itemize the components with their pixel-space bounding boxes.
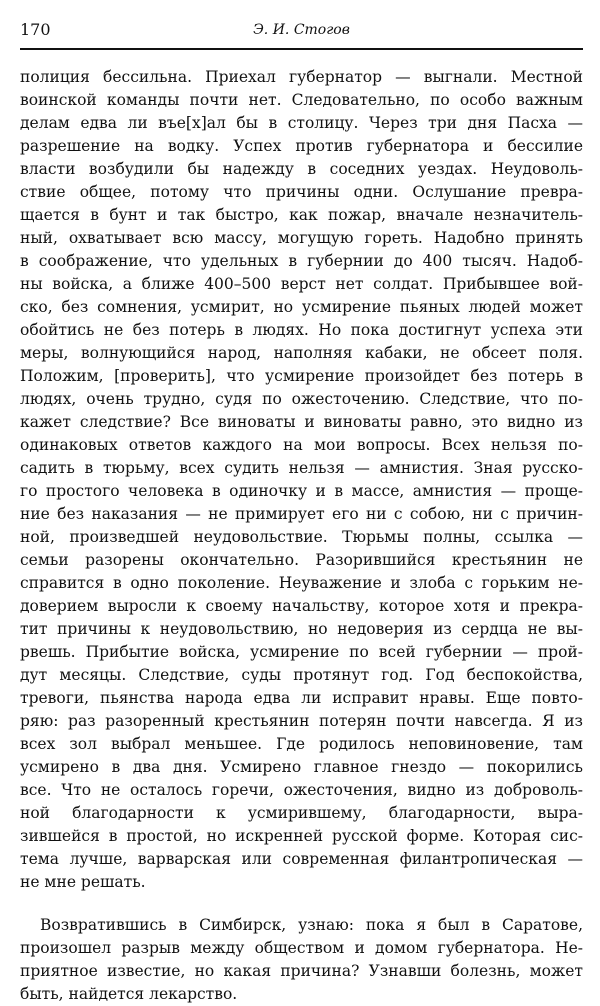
text-line: Положим, [проверить], что усмирение произойдет без потерь в — [20, 367, 583, 385]
text-line: одинаковых ответов каждого на мои вопросы. Всех нельзя по- — [20, 436, 583, 454]
text-line: в соображение, что удельных в губернии до 400 тысяч. Надоб- — [20, 252, 583, 270]
text-line: усмирено в два дня. Усмирено главное гнездо — покорились — [20, 758, 583, 776]
text-line: ный, охватывает всю массу, могущую гореть. Надобно принять — [20, 229, 583, 247]
text-line: власти возбудили бы надежду в соседних уездах. Неудоволь- — [20, 160, 583, 178]
text-line: ной благодарности к усмирившему, благодарности, выра- — [20, 804, 583, 822]
text-line: садить в тюрьму, всех судить нельзя — амнистия. Зная русско- — [20, 459, 583, 477]
text-line: людях, очень трудно, судя по ожесточению. Следствие, что по- — [20, 390, 583, 408]
text-line: дут месяцы. Следствие, суды протянут год. Год беспокойства, — [20, 666, 583, 684]
text-line: кажет следствие? Все виноваты и виноваты равно, это видно из — [20, 413, 583, 431]
text-line: приятное известие, но какая причина? Узнавши болезнь, может — [20, 962, 583, 980]
text-line: тит причины к неудовольствию, но недоверия из сердца не вы- — [20, 620, 583, 638]
text-line: полиция бессильна. Приехал губернатор — выгнали. Местной — [20, 68, 583, 86]
text-line: воинской команды почти нет. Следовательно, по особо важным — [20, 91, 583, 109]
text-line: ряю: раз разоренный крестьянин потерян почти навсегда. Я из — [20, 712, 583, 730]
text-line: справится в одно поколение. Неуважение и злоба с горьким не- — [20, 574, 583, 592]
text-line: не мне решать. — [20, 873, 146, 891]
text-line: все. Что не осталось горечи, ожесточения, видно из доброволь- — [20, 781, 583, 799]
text-line: го простого человека в одиночку и в массе, амнистия — проще- — [20, 482, 583, 500]
text-line: произошел разрыв между обществом и домом губернатора. Не- — [20, 939, 583, 957]
text-line: всех зол выбрал меньшее. Где родилось неповиновение, там — [20, 735, 583, 753]
text-line: щается в бунт и так быстро, как пожар, вначале незначитель- — [20, 206, 583, 224]
paragraph-gap — [20, 894, 583, 914]
text-line: быть, найдется лекарство. — [20, 985, 238, 1003]
body-text — [20, 66, 583, 1006]
page-header — [20, 18, 583, 50]
text-line: ние без наказания — не примирует его ни с собою, ни с причин- — [20, 505, 583, 523]
text-line: доверием выросли к своему начальству, которое хотя и прекра- — [20, 597, 583, 615]
running-head: Э. И. Стогов — [253, 22, 350, 38]
text-line: обойтись не без потерь в людях. Но пока достигнут успеха эти — [20, 321, 583, 339]
text-line: зившейся в простой, но искренней русской форме. Которая сис- — [20, 827, 583, 845]
text-line: рвешь. Прибытие войска, усмирение по всей губернии — прой- — [20, 643, 583, 661]
text-line: разрешение на водку. Успех против губернатора и бессилие — [20, 137, 583, 155]
text-line: тревоги, пьянства народа едва ли исправит нравы. Еще повто- — [20, 689, 583, 707]
text-line: ско, без сомнения, усмирит, но усмирение пьяных людей может — [20, 298, 583, 316]
paragraph-1 — [20, 66, 583, 894]
paragraph-2 — [20, 914, 583, 1006]
text-line: ной, произведшей неудовольствие. Тюрьмы полны, ссылка — — [20, 528, 583, 546]
text-line: Возвратившись в Симбирск, узнаю: пока я был в Саратове, — [40, 916, 583, 934]
text-line: меры, волнующийся народ, наполняя кабаки, не обсеет поля. — [20, 344, 583, 362]
text-line: семьи разорены окончательно. Разорившийся крестьянин не — [20, 551, 583, 569]
text-line: делам едва ли въе[х]ал бы в столицу. Через три дня Пасха — — [20, 114, 583, 132]
text-line: ствие общее, потому что причины одни. Ослушание превра- — [20, 183, 583, 201]
text-line: ны войска, а ближе 400–500 верст нет солдат. Прибывшее вой- — [20, 275, 583, 293]
page-number: 170 — [20, 20, 51, 39]
text-line: тема лучше, варварская или современная филантропическая — — [20, 850, 583, 868]
